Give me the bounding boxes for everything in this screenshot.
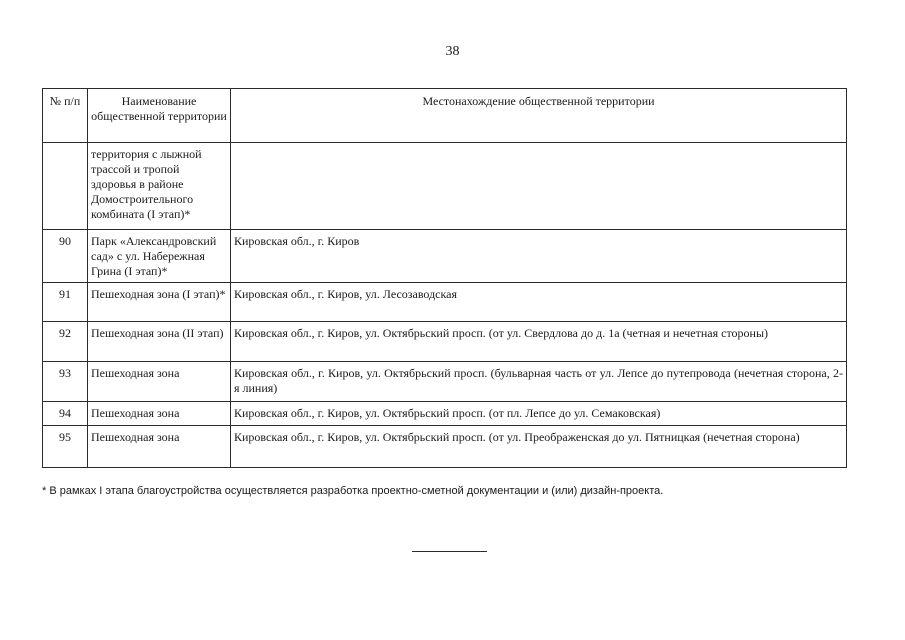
public-territories-table: [42, 88, 847, 468]
table-row: [43, 362, 847, 402]
row-location: Кировская обл., г. Киров, ул. Лесозаводская: [231, 283, 847, 322]
header-number: № п/п: [43, 89, 88, 143]
row-territory-name: Пешеходная зона: [88, 402, 231, 426]
row-territory-name: территория с лыжной трассой и тропой здоровья в районе Домостроительного комбината (I этап)*: [88, 143, 231, 230]
row-number: 90: [43, 230, 88, 283]
row-location: Кировская обл., г. Киров, ул. Октябрьский просп. (от ул. Преображенская до ул. Пятницкая (нечетная сторона): [231, 426, 847, 468]
row-location: Кировская обл., г. Киров, ул. Октябрьский просп. (от пл. Лепсе до ул. Семаковская): [231, 402, 847, 426]
row-number: 91: [43, 283, 88, 322]
end-divider: [412, 551, 487, 552]
table-row: [43, 283, 847, 322]
table-row: [43, 402, 847, 426]
row-territory-name: Пешеходная зона: [88, 426, 231, 468]
table-row: [43, 322, 847, 362]
page-number: 38: [445, 44, 460, 59]
table-header-row: [43, 89, 847, 143]
table-row: [43, 426, 847, 468]
row-number: 93: [43, 362, 88, 402]
header-territory-name: Наименование общественной территории: [88, 89, 231, 143]
row-territory-name: Пешеходная зона (II этап): [88, 322, 231, 362]
header-location: Местонахождение общественной территории: [231, 89, 847, 143]
row-territory-name: Пешеходная зона (I этап)*: [88, 283, 231, 322]
row-location: Кировская обл., г. Киров: [231, 230, 847, 283]
row-location: [231, 143, 847, 230]
row-territory-name: Пешеходная зона: [88, 362, 231, 402]
row-number: 95: [43, 426, 88, 468]
row-location: Кировская обл., г. Киров, ул. Октябрьский просп. (бульварная часть от ул. Лепсе до путепровода (нечетная сторона, 2-я линия): [231, 362, 847, 402]
row-territory-name: Парк «Александровский сад» с ул. Набережная Грина (I этап)*: [88, 230, 231, 283]
row-location: Кировская обл., г. Киров, ул. Октябрьский просп. (от ул. Свердлова до д. 1а (четная и нечетная стороны): [231, 322, 847, 362]
footnote: * В рамках I этапа благоустройства осуществляется разработка проектно-сметной документации и (или) дизайн-проекта.: [42, 485, 664, 497]
table-row: [43, 143, 847, 230]
row-number: 94: [43, 402, 88, 426]
row-number: 92: [43, 322, 88, 362]
row-number: [43, 143, 88, 230]
table-row: [43, 230, 847, 283]
